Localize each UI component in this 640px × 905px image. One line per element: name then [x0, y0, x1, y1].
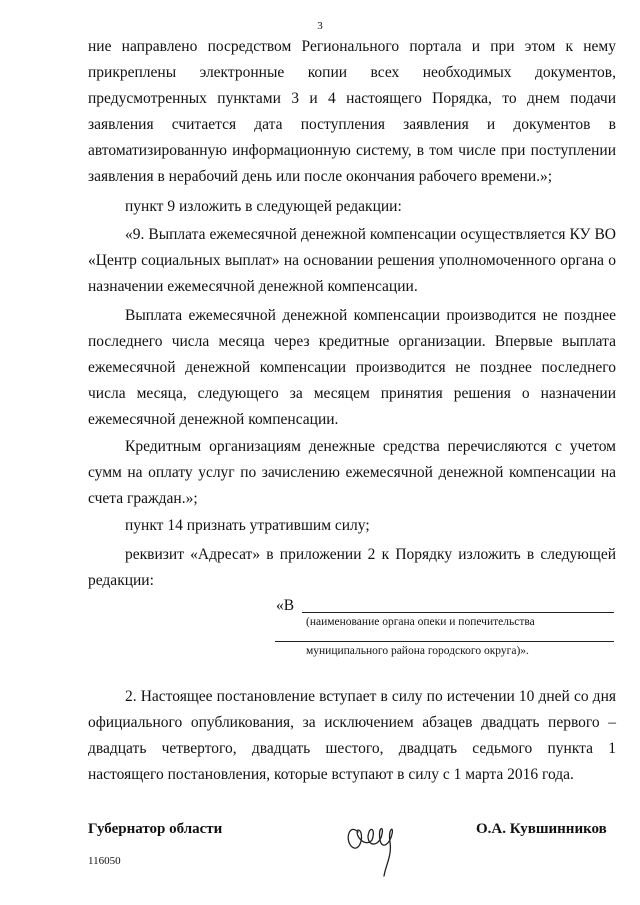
- paragraph-payment-terms: Выплата ежемесячной денежной компенсации производится не позднее последнего числа месяца через кредитные организации. Впервые выплата ежемесячной денежной компенсации производится не позднее последнего числа месяца, следующего за месяцем принятия решения о назначении ежемесячной денежной компенсации.: [88, 307, 616, 428]
- document-code: 116050: [88, 855, 121, 867]
- addressee-prefix: «В: [276, 597, 295, 614]
- paragraph-effective-date: 2. Настоящее постановление вступает в силу по истечении 10 дней со дня официального опубликования, за исключением абзацев двадцать первого – двадцать четвертого, двадцать шестого, двадцать седьмого пункта 1 настоящего постановления, которые вступают в силу с 1 марта 2016 года.: [88, 688, 616, 783]
- addressee-line-2: [275, 641, 614, 642]
- handwritten-signature: [340, 800, 410, 885]
- addressee-caption-2: муниципального района городского округа)».: [306, 645, 529, 657]
- paragraph-continuation: ние направлено посредством Регионального портала и при этом к нему прикреплены электронные копии всех необходимых документов, предусмотренных пунктами 3 и 4 настоящего Порядка, то днем подачи заявления считается дата поступления заявления и документов в автоматизированную информационную систему, в том числе при поступлении заявления в нерабочий день или после окончания рабочего времени.»;: [88, 38, 616, 185]
- page-number: 3: [317, 20, 323, 32]
- addressee-line-1: [302, 612, 614, 613]
- governor-name: О.А. Кувшинников: [476, 821, 607, 837]
- paragraph-addressee-requisite: реквизит «Адресат» в приложении 2 к Порядку изложить в следующей редакции:: [88, 546, 616, 589]
- governor-title: Губернатор области: [88, 821, 223, 837]
- paragraph-item-14: пункт 14 признать утратившим силу;: [125, 517, 370, 534]
- paragraph-credit-organizations: Кредитным организациям денежные средства перечисляются с учетом сумм на оплату услуг по зачислению ежемесячной денежной компенсации на счета граждан.»;: [88, 438, 616, 507]
- addressee-caption-1: (наименование органа опеки и попечительства: [306, 616, 535, 628]
- paragraph-item-9-intro: пункт 9 изложить в следующей редакции:: [125, 198, 402, 215]
- paragraph-item-9-text: «9. Выплата ежемесячной денежной компенсации осуществляется КУ ВО «Центр социальных выплат» на основании решения уполномоченного органа о назначении ежемесячной денежной компенсации.: [88, 226, 616, 295]
